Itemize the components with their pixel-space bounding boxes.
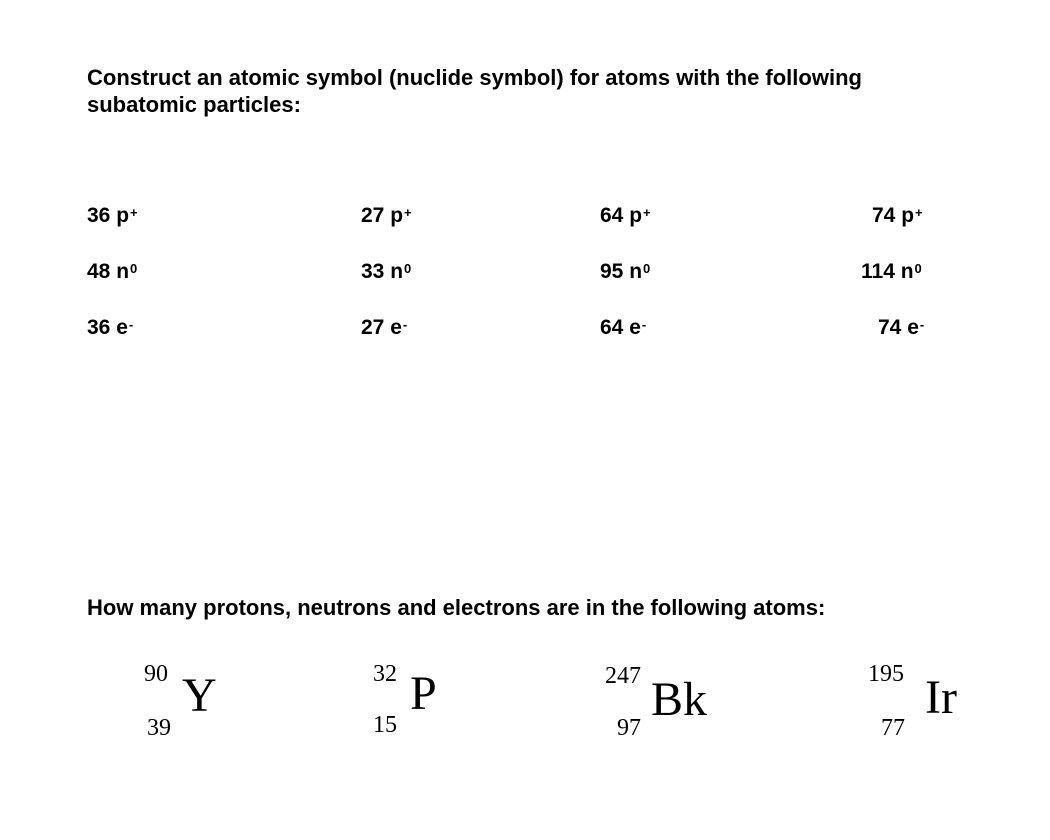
- atom-4-electrons: 74 e-: [878, 316, 925, 339]
- nuclide-1-mass-number: 90: [144, 661, 168, 687]
- atom-2-electrons: 27 e-: [361, 316, 408, 339]
- atom-1-protons: 36 p+: [87, 204, 138, 227]
- nuclide-3-element-symbol: Bk: [651, 673, 708, 726]
- nuclide-2-atomic-number: 15: [373, 712, 397, 738]
- nuclide-1-element-symbol: Y: [182, 669, 217, 722]
- atom-3-electrons: 64 e-: [600, 316, 647, 339]
- nuclide-4-atomic-number: 77: [881, 715, 905, 741]
- atom-3-protons: 64 p+: [600, 204, 651, 227]
- atom-3-neutrons: 95 $n^0$: [600, 260, 651, 283]
- nuclide-3-atomic-number: 97: [617, 715, 641, 741]
- atom-2-neutrons: 33 $n^0$: [361, 260, 412, 283]
- atom-1-neutrons: 48 $n^0$: [87, 260, 138, 283]
- atom-1-electrons: 36 e-: [87, 316, 134, 339]
- nuclide-1-atomic-number: 39: [147, 715, 171, 741]
- atom-4-neutrons: 114 $n^0$: [861, 260, 922, 283]
- question-2-heading: How many protons, neutrons and electrons are in the following atoms:: [87, 595, 826, 620]
- nuclide-3-mass-number: 247: [605, 663, 641, 689]
- atom-4-protons: 74 p+: [872, 204, 923, 227]
- nuclide-4-mass-number: 195: [868, 661, 904, 687]
- atom-2-protons: 27 p+: [361, 204, 412, 227]
- nuclide-4-element-symbol: Ir: [925, 671, 957, 724]
- nuclide-2-element-symbol: P: [410, 667, 437, 720]
- nuclide-2-mass-number: 32: [373, 661, 397, 687]
- question-1-heading: Construct an atomic symbol (nuclide symbol) for atoms with the following subatomic particles:: [87, 65, 862, 117]
